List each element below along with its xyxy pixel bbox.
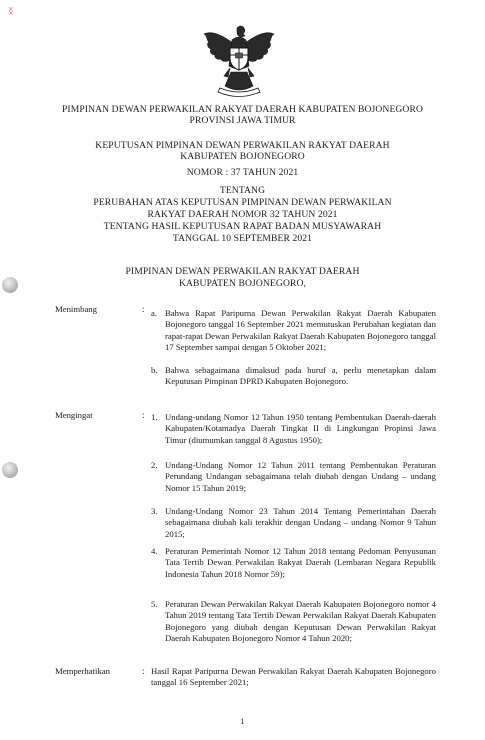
- menimbang-label: Menimbang: [55, 304, 97, 314]
- decree-subject-3: TENTANG HASIL KEPUTUSAN RAPAT BADAN MUSYAWARAH: [103, 221, 382, 232]
- decree-title-1: KEPUTUSAN PIMPINAN DEWAN PERWAKILAN RAKYAT DAERAH: [95, 140, 390, 151]
- punch-hole: [2, 277, 18, 293]
- page-number: 1: [240, 716, 245, 726]
- item-number: a.: [151, 308, 158, 318]
- item-number: 4.: [151, 546, 158, 556]
- authority-line-2: KABUPATEN BOJONEGORO,: [178, 278, 306, 289]
- item-number: 2.: [151, 460, 158, 470]
- mengingat-item-3: [151, 506, 436, 540]
- decree-subject-1: PERUBAHAN ATAS KEPUTUSAN PIMPINAN DEWAN PERWAKILAN: [93, 197, 392, 208]
- item-text: Undang-undang Nomor 12 Tahun 1950 tentang Pembentukan Daerah-daerah Kabupaten/Kotamadya Daerah Tingkat II di Lingkungan Propinsi Jawa Timur (diumumkan tanggal 8 Agustus 1950);: [165, 412, 436, 445]
- item-number: 3.: [151, 506, 158, 516]
- item-number: 1.: [151, 412, 158, 422]
- item-text: Peraturan Dewan Perwakilan Rakyat Daerah Kabupaten Bojonegoro nomor 4 Tahun 2019 tentang Tata Tertib Dewan Perwakilan Rakyat Daerah Kabupaten Bojonegoro yang diubah dengan Keputusan Dewan Perwakilan Rakyat Daerah Kabupaten Bojonegoro Nomor 4 Tahun 2020;: [165, 599, 436, 643]
- punch-hole: [2, 462, 18, 478]
- mengingat-item-2: [151, 460, 436, 494]
- authority-line-1: PIMPINAN DEWAN PERWAKILAN RAKYAT DAERAH: [125, 266, 360, 277]
- memperhatikan-text: [151, 666, 436, 689]
- item-text: Bahwa sebagaimana dimaksud pada huruf a, perlu menetapkan dalam Keputusan Pimpinan DPRD Kabupaten Bojonegoro.: [165, 365, 436, 387]
- menimbang-colon: :: [142, 304, 145, 314]
- mengingat-colon: :: [142, 410, 145, 420]
- item-text: Bahwa Rapat Paripurna Dewan Perwakilan Rakyat Daerah Kabupaten Bojonegoro tanggal 16 September 2021 memutuskan Perubahan kegiatan dan rapat-rapat Dewan Perwakilan Rakyat Daerah Kabupaten Bojonegoro tanggal 17 September sampai dengan 5 Oktober 2021;: [165, 308, 436, 352]
- garuda-emblem-icon: [200, 22, 278, 100]
- memperhatikan-label: Memperhatikan: [55, 666, 111, 676]
- mengingat-item-5: [151, 599, 436, 644]
- memperhatikan-body: Hasil Rapat Paripurna Dewan Perwakilan Rakyat Daerah Kabupaten Bojonegoro tanggal 16 September 2021;: [151, 666, 436, 688]
- ink-mark: ᛝ: [8, 6, 14, 16]
- item-text: Undang-Undang Nomor 23 Tahun 2014 Tentang Pemerintahan Daerah sebagaimana diubah kali terakhir dengan Undang – undang Nomor 9 Tahun 2015;: [165, 506, 436, 539]
- item-text: Undang-Undang Nomor 12 Tahun 2011 tentang Pembentukan Peraturan Perundang Undangan sebagaimana telah diubah dengan Undang – undang Nomor 15 Tahun 2019;: [165, 460, 436, 493]
- decree-number: NOMOR : 37 TAHUN 2021: [186, 167, 299, 178]
- mengingat-label: Mengingat: [55, 410, 93, 420]
- menimbang-item-a: [151, 308, 436, 353]
- item-number: 5.: [151, 599, 158, 609]
- header-line-2: PROVINSI JAWA TIMUR: [189, 115, 296, 126]
- mengingat-item-1: [151, 412, 436, 446]
- mengingat-item-4: [151, 546, 436, 580]
- decree-subject-4: TANGGAL 10 SEPTEMBER 2021: [172, 233, 313, 244]
- menimbang-item-b: [151, 365, 436, 388]
- decree-about: TENTANG: [219, 185, 266, 196]
- item-number: b.: [151, 365, 158, 375]
- header-line-1: PIMPINAN DEWAN PERWAKILAN RAKYAT DAERAH KABUPATEN BOJONEGORO: [62, 104, 423, 115]
- item-text: Peraturan Pemerintah Nomor 12 Tahun 2018 tentang Pedoman Penyusunan Tata Tertib Dewan Perwakilan Rakyat Daerah (Lembaran Negara Republik Indonesia Tahun 2018 Nomor 59);: [165, 546, 436, 579]
- decree-title-2: KABUPATEN BOJONEGORO: [180, 151, 305, 162]
- decree-subject-2: RAKYAT DAERAH NOMOR 32 TAHUN 2021: [147, 209, 338, 220]
- memperhatikan-colon: :: [142, 666, 145, 676]
